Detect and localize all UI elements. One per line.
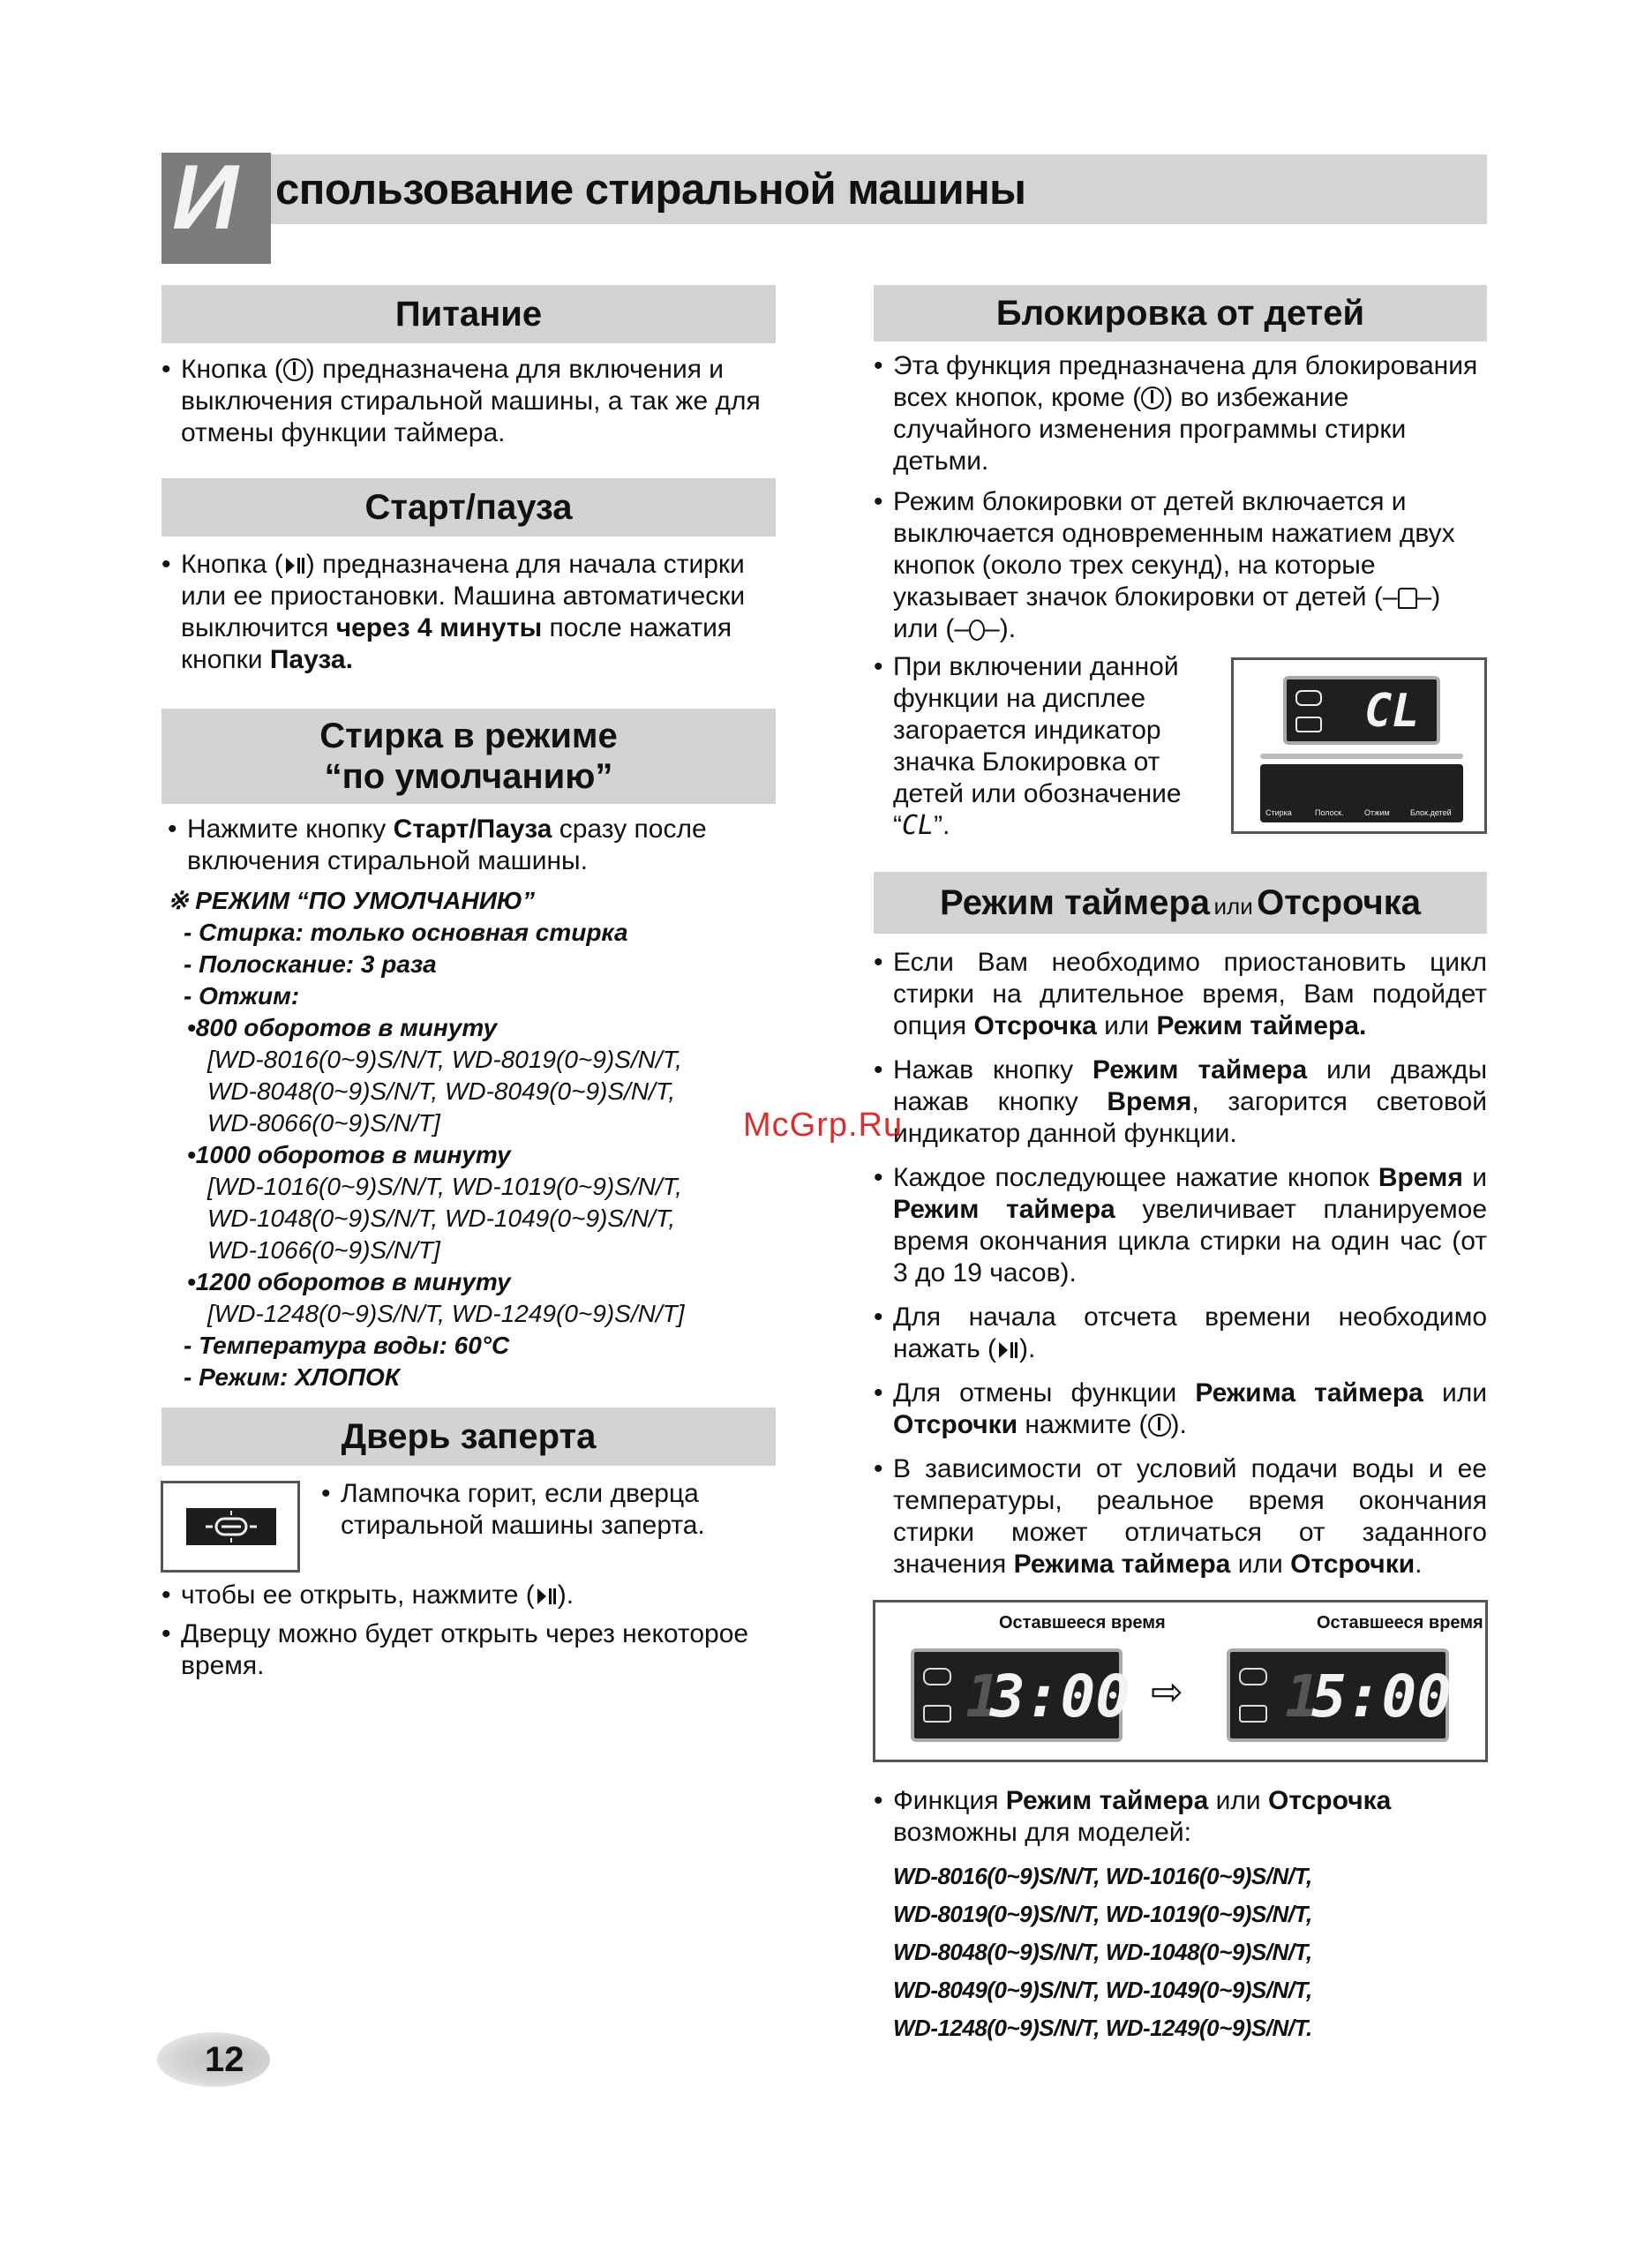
- text-run: Режим таймера.: [1156, 1011, 1367, 1040]
- list-item: •1200 оборотов в минуту: [187, 1268, 511, 1295]
- list-item: WD-8048(0~9)S/N/T, WD-8049(0~9)S/N/T,: [207, 1077, 676, 1105]
- text-run: Отсрочка: [1267, 1786, 1392, 1815]
- list-item: ※ РЕЖИМ “ПО УМОЛЧАНИЮ”: [168, 887, 536, 914]
- section-title-line1: Стирка в режиме: [319, 717, 618, 755]
- text-run: Отсрочки: [1290, 1550, 1415, 1579]
- start-pause-bullet: [161, 549, 776, 676]
- default-mode-bullet: [168, 814, 777, 877]
- header-initial-letter: И: [172, 146, 238, 249]
- cl-code: CL: [902, 810, 935, 841]
- text-run: Отсрочка: [973, 1011, 1097, 1040]
- cl-digits: CL: [1364, 685, 1420, 738]
- default-mode-list: [168, 885, 785, 1393]
- list-item: - Отжим:: [184, 982, 300, 1010]
- timer-value-before: 3:00: [990, 1663, 1130, 1730]
- list-item: - Полоскание: 3 раза: [184, 950, 437, 978]
- indicator-strip: [1260, 764, 1463, 822]
- indicator-label-childlock: Блок.детей: [1410, 808, 1452, 817]
- text-run: ) предназначена для начала стирки или ее приостановки. Машина автоматически выключится: [181, 550, 746, 642]
- text-run: ) предназначена для включения и выключения стиральной машины, а так же для отмены функции таймера.: [181, 355, 761, 447]
- text-run: сразу после включения стиральной машины.: [187, 814, 707, 875]
- list-item: WD-8066(0~9)S/N/T]: [207, 1109, 440, 1137]
- timer-text: [874, 947, 1487, 1580]
- watermark: McGrp.Ru: [743, 1107, 904, 1144]
- timer-display-panel: [873, 1600, 1488, 1762]
- text-run: или дважды нажав кнопку: [893, 1055, 1488, 1116]
- timer-bullet-5: [874, 1377, 1487, 1441]
- door-bullet-1: • Лампочка горит, если дверца стиральной машины заперта.: [321, 1478, 762, 1542]
- power-bullet: [161, 354, 770, 449]
- section-header-power: [161, 285, 776, 343]
- child-lock-bullet-3: [874, 651, 1209, 842]
- model-line: WD-8048(0~9)S/N/T, WD-1048(0~9)S/N/T,: [893, 1939, 1312, 1965]
- title-run: Отсрочка: [1257, 883, 1421, 922]
- section-header-default-mode: [161, 709, 776, 804]
- timer-lead-digit-before: 1: [965, 1663, 1001, 1730]
- section-title: Дверь заперта: [341, 1417, 597, 1456]
- list-item: WD-1066(0~9)S/N/T]: [207, 1236, 440, 1264]
- text-run: чтобы ее открыть, нажмите (: [181, 1580, 535, 1610]
- text-run: Нажав кнопку: [893, 1055, 1093, 1085]
- child-lock-text-3: [874, 651, 1209, 842]
- model-line: WD-8049(0~9)S/N/T, WD-1049(0~9)S/N/T,: [893, 1977, 1312, 2003]
- text-run: через 4 минуты: [335, 613, 543, 642]
- text-run: Старт/Пауза: [393, 814, 552, 844]
- text-run: При включении данной функции на дисплее загорается индикатор значка Блокировка от детей или обозначение “: [893, 652, 1182, 840]
- section-header-start-pause: [161, 478, 776, 537]
- section-title-line2: “по умолчанию”: [324, 757, 613, 796]
- text-run: ”.: [934, 811, 950, 840]
- text-run: Для отмены функции: [893, 1378, 1196, 1408]
- timer-lead-digit-after: 1: [1285, 1663, 1320, 1730]
- text-run: ).: [1170, 1410, 1187, 1439]
- timer-models-bullet: [874, 1785, 1487, 1849]
- timer-bullet-1: [874, 947, 1487, 1042]
- text-run: –).: [985, 614, 1017, 643]
- lock-indicator-icon: [923, 1668, 951, 1685]
- indicator-label-rinse: Полоск.: [1315, 808, 1344, 817]
- text-run: Режим таймера: [1005, 1786, 1209, 1815]
- progress-track: [1260, 754, 1463, 759]
- list-item: WD-1048(0~9)S/N/T, WD-1049(0~9)S/N/T,: [207, 1205, 676, 1232]
- child-lock-icon: [1398, 588, 1417, 609]
- list-item: •800 оборотов в минуту: [187, 1014, 498, 1041]
- door-bullet-3: • Дверцу можно будет открыть через некоторое время.: [161, 1618, 779, 1682]
- model-line: WD-8016(0~9)S/N/T, WD-1016(0~9)S/N/T,: [893, 1863, 1312, 1889]
- section-header-timer: [874, 872, 1487, 934]
- list-item: - Температура воды: 60°C: [184, 1332, 510, 1359]
- door-text: [321, 1478, 762, 1542]
- child-lock-bullet-1: [874, 350, 1487, 477]
- power-icon: [1148, 1414, 1171, 1437]
- child-face-icon: [969, 619, 985, 641]
- text-run: Режима таймера: [1195, 1378, 1423, 1408]
- timer-bullet-4: [874, 1302, 1487, 1365]
- text-run: Финкция: [893, 1786, 1006, 1815]
- timer-lcd-before: [911, 1648, 1130, 1742]
- power-icon: [1141, 387, 1164, 409]
- text-run: Отсрочки: [893, 1410, 1018, 1439]
- text-run: ).: [1019, 1334, 1036, 1363]
- play-pause-icon: [996, 1339, 1019, 1362]
- section-title: Блокировка от детей: [995, 294, 1365, 333]
- model-line: WD-1248(0~9)S/N/T, WD-1249(0~9)S/N/T.: [893, 2015, 1312, 2041]
- page-number: 12: [205, 2040, 244, 2079]
- text-run: Режим блокировки от детей включается и выключается одновременным нажатием двух кнопок (около трех секунд), на которые указывает значок блокировки от детей (–: [893, 487, 1455, 612]
- key-indicator-icon: [1239, 1705, 1267, 1723]
- text-run: Режима таймера: [1013, 1550, 1231, 1579]
- door-text-2: [161, 1580, 779, 1682]
- timer-lcd-after: [1227, 1648, 1452, 1742]
- text-run: и: [1462, 1163, 1488, 1192]
- indicator-label-wash: Стирка: [1265, 808, 1292, 817]
- text-run: Кнопка (: [181, 550, 283, 579]
- power-icon: [283, 358, 306, 381]
- remaining-time-label-before: Оставшееся время: [999, 1613, 1166, 1633]
- text-run: возможны для моделей:: [893, 1818, 1191, 1847]
- text-run: Режим таймера: [893, 1195, 1115, 1224]
- title-run: Режим таймера: [940, 883, 1211, 922]
- text-run: Режим таймера: [1093, 1055, 1308, 1085]
- text-run: нажмите (: [1017, 1410, 1148, 1439]
- child-lock-bullet-2: [874, 486, 1487, 645]
- timer-value-after: 5:00: [1311, 1663, 1452, 1730]
- title-run: или: [1213, 893, 1253, 920]
- power-text: [161, 354, 770, 449]
- door-lock-lamp: [186, 1508, 276, 1545]
- list-item: [WD-1248(0~9)S/N/T, WD-1249(0~9)S/N/T]: [207, 1300, 685, 1327]
- key-indicator-icon: [1295, 717, 1322, 732]
- text-run: Время: [1378, 1163, 1463, 1192]
- text-run: В зависимости от условий подачи воды и ее температуры, реальное время окончания стирки может отличаться от заданного значения: [893, 1454, 1487, 1579]
- arrow-icon: ⇨: [1151, 1670, 1183, 1714]
- section-title: Питание: [394, 295, 543, 334]
- text-run: после нажатия кнопки: [181, 613, 732, 674]
- list-item: [WD-8016(0~9)S/N/T, WD-8019(0~9)S/N/T,: [207, 1046, 682, 1073]
- child-lock-display-panel: [1231, 657, 1487, 834]
- play-pause-icon: [535, 1585, 558, 1608]
- cl-lcd: [1283, 676, 1440, 745]
- lock-indicator-icon: [1239, 1668, 1267, 1685]
- door-bullet-2: [161, 1580, 779, 1611]
- list-item: [WD-1016(0~9)S/N/T, WD-1019(0~9)S/N/T,: [207, 1173, 682, 1200]
- timer-bullet-2: [874, 1055, 1487, 1150]
- text-run: Кнопка (: [181, 355, 283, 384]
- key-indicator-icon: [923, 1705, 951, 1723]
- list-item: - Режим: ХЛОПОК: [184, 1363, 400, 1391]
- child-lock-text: [874, 350, 1487, 654]
- door-lock-indicator-panel: [161, 1481, 300, 1573]
- text-run: Эта функция предназначена для блокирования всех кнопок, кроме (: [893, 351, 1478, 412]
- indicator-label-spin: Отжим: [1364, 808, 1390, 817]
- text-run: Если Вам необходимо приостановить цикл стирки на длительное время, Вам подойдет опция: [893, 948, 1487, 1040]
- section-header-door: [161, 1408, 776, 1466]
- text-run: , загорится световой индикатор данной функции.: [893, 1087, 1487, 1148]
- section-header-child-lock: [874, 285, 1487, 342]
- text-run: .: [1415, 1550, 1423, 1579]
- text-run: или: [1096, 1011, 1157, 1040]
- section-title: [874, 872, 1487, 942]
- text-run: или: [1230, 1550, 1291, 1579]
- play-pause-icon: [283, 554, 306, 577]
- remaining-time-label-after: Оставшееся время: [1317, 1613, 1483, 1633]
- text-run: Пауза.: [269, 645, 353, 674]
- text-run: ).: [557, 1580, 574, 1610]
- text-run: Каждое последующее нажатие кнопок: [893, 1163, 1378, 1192]
- timer-models-list: [893, 1858, 1493, 2047]
- start-pause-text: [161, 549, 776, 676]
- timer-bullet-6: [874, 1453, 1487, 1580]
- list-item: - Стирка: только основная стирка: [184, 919, 628, 946]
- timer-bullet-3: [874, 1162, 1487, 1289]
- list-item: •1000 оборотов в минуту: [187, 1141, 511, 1168]
- text-run: ) во избежание случайного изменения программы стирки детьми.: [893, 383, 1407, 476]
- text-run: Нажмите кнопку: [187, 814, 394, 844]
- text-run: –) или (–: [893, 582, 1441, 643]
- text-run: или: [1208, 1786, 1268, 1815]
- text-run: увеличивает планируемое время окончания цикла стирки на один час (от 3 до 19 часов).: [893, 1195, 1488, 1287]
- timer-models-text: [874, 1785, 1487, 1849]
- text-run: Для начала отсчета времени необходимо нажать (: [893, 1302, 1487, 1363]
- lock-indicator-icon: [1295, 690, 1322, 706]
- section-title: Старт/пауза: [364, 488, 573, 527]
- text-run: Время: [1107, 1087, 1192, 1116]
- page-title: спользование стиральной машины: [275, 166, 1026, 214]
- default-mode-text: [168, 814, 777, 877]
- text-run: или: [1423, 1378, 1487, 1408]
- model-line: WD-8019(0~9)S/N/T, WD-1019(0~9)S/N/T,: [893, 1901, 1312, 1927]
- door-lock-icon: [186, 1508, 276, 1545]
